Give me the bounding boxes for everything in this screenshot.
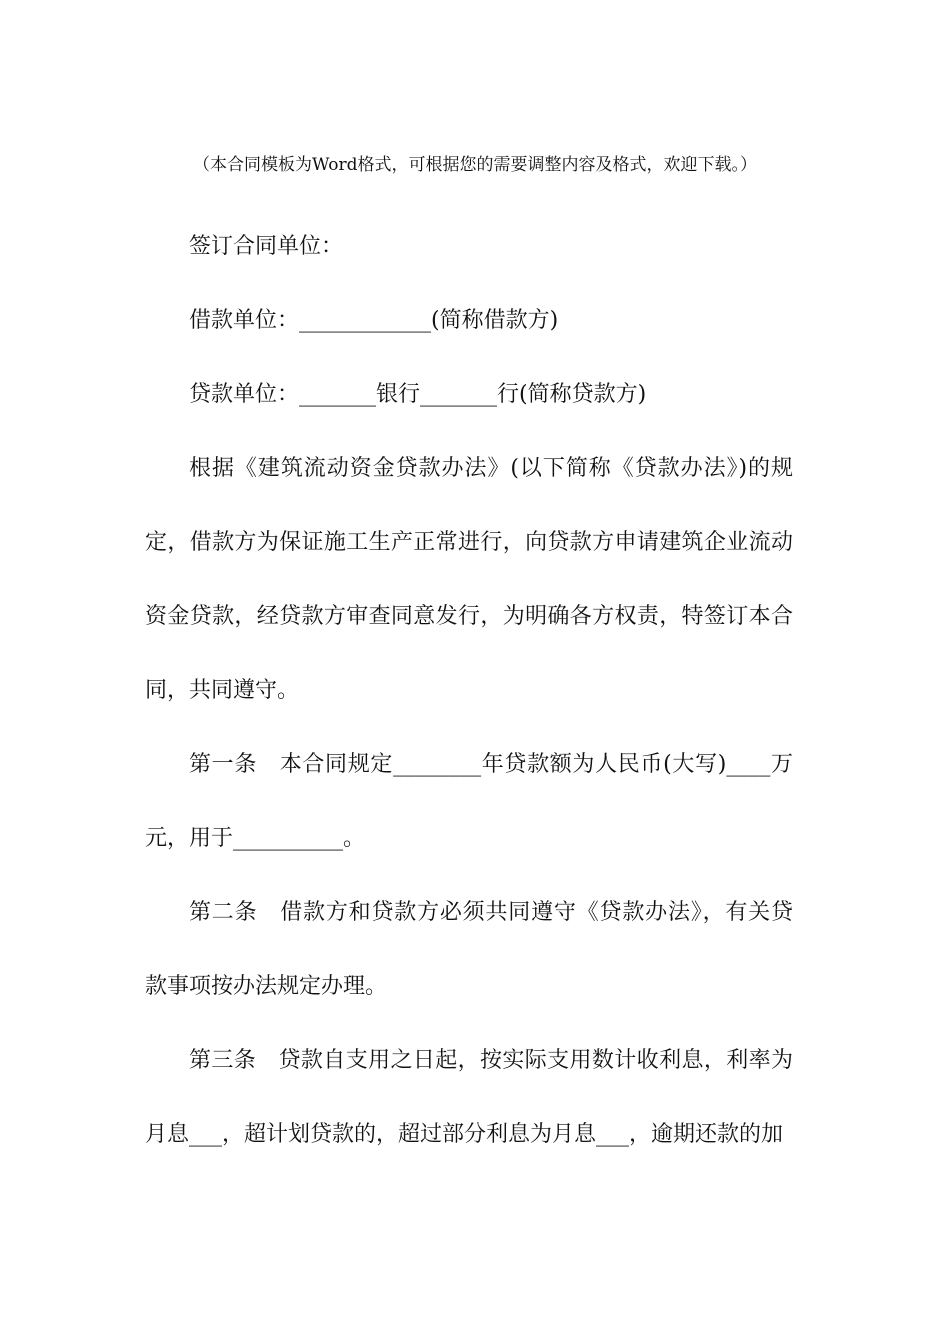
article-1: 第一条 本合同规定________年贷款额为人民币(大写)____万元，用于__________。 [145, 752, 793, 851]
article-3: 第三条 贷款自支用之日起，按实际支用数计收利息，利率为月息___，超计划贷款的，超过部分利息为月息___，逾期还款的加 [145, 1048, 793, 1147]
article-2: 第二条 借款方和贷款方必须共同遵守《贷款办法》，有关贷款事项按办法规定办理。 [145, 900, 793, 999]
paragraph-signing-parties: 签订合同单位： [189, 234, 344, 259]
template-note: （本合同模板为Word格式，可根据您的需要调整内容及格式，欢迎下载。） [192, 155, 758, 175]
paragraph-borrower: 借款单位：____________(简称借款方) [189, 308, 559, 333]
contract-body [145, 210, 793, 1172]
paragraph-lender: 贷款单位：_______银行_______行(简称贷款方) [189, 382, 647, 407]
paragraph-preamble: 根据《建筑流动资金贷款办法》(以下简称《贷款办法》)的规定，借款方为保证施工生产正常进行，向贷款方申请建筑企业流动资金贷款，经贷款方审查同意发行，为明确各方权责，特签订本合同，共同遵守。 [145, 456, 793, 703]
